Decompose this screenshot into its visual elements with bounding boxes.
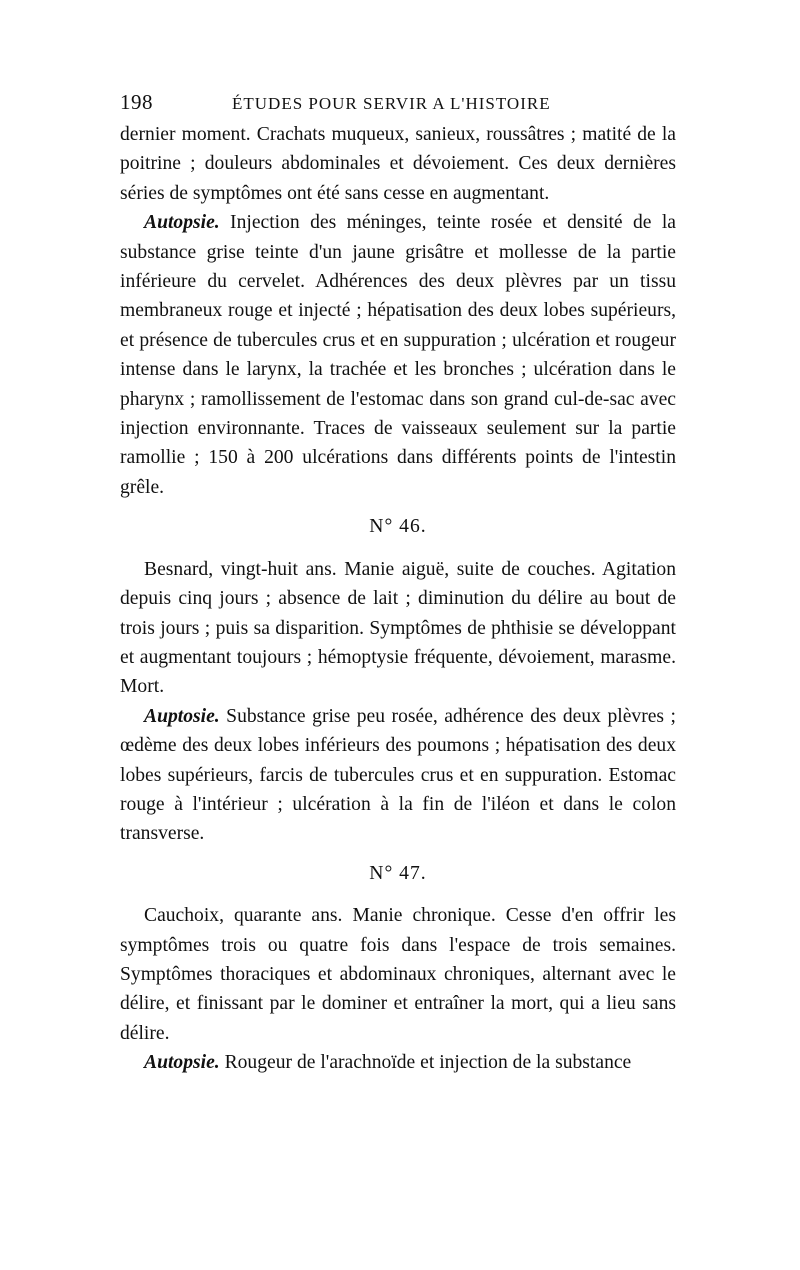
book-page (120, 90, 676, 1078)
autopsy-label: Autopsie. (144, 1052, 220, 1074)
autopsy-paragraph-46 (120, 702, 676, 849)
page-number: 198 (120, 90, 153, 114)
continuation-paragraph: dernier moment. Crachats muqueux, sanieux, roussâtres ; matité de la poitrine ; douleurs abdominales et dévoiement. Ces deux dernières séries de symptômes ont été sans cesse en augmentant. (120, 124, 676, 204)
autopsy-text: Substance grise peu rosée, adhérence des deux plèvres ; œdème des deux lobes inférieurs des poumons ; hépatisation des deux lobes supérieurs, farcis de tubercules crus et en suppuration. Estomac rouge à l'intérieur ; ulcération à la fin de l'iléon et dans le colon transverse. (120, 705, 676, 845)
autopsy-text: Injection des méninges, teinte rosée et densité de la substance grise teinte d'un jaune grisâtre et mollesse de la partie inférieure du cervelet. Adhérences des deux plèvres par un tissu membraneux rouge et injecté ; hépatisation des deux lobes supérieurs, et présence de tubercules crus et en suppuration ; ulcération et rougeur intense dans le larynx, la trachée et les bronches ; ulcération dans le pharynx ; ramollissement de l'estomac dans son grand cul-de-sac avec injection environnante. Traces de vaisseaux seulement sur la partie ramollie ; 150 à 200 ulcérations dans différents points de l'intestin grêle. (120, 212, 676, 498)
case-history-46: Besnard, vingt-huit ans. Manie aiguë, suite de couches. Agitation depuis cinq jours ; absence de lait ; diminution du délire au bout de trois jours ; puis sa disparition. Symptômes de phthisie se développant et augmentant toujours ; hémoptysie fréquente, dévoiement, marasme. Mort. (120, 558, 676, 698)
autopsy-text: Rougeur de l'arachnoïde et injection de la substance (219, 1052, 632, 1074)
autopsy-paragraph-47 (120, 1048, 676, 1077)
autopsy-label: Autopsie. (144, 212, 220, 234)
case-heading-47: N° 47. (369, 862, 427, 884)
running-title: ÉTUDES POUR SERVIR A L'HISTOIRE (232, 94, 551, 113)
autopsy-label: Auptosie. (144, 705, 220, 727)
case-history-47: Cauchoix, quarante ans. Manie chronique. Cesse d'en offrir les symptômes trois ou quatre fois dans l'espace de trois semaines. Symptômes thoraciques et abdominaux chroniques, alternant avec le délire, et finissant par le dominer et entraîner la mort, qui a lieu sans délire. (120, 905, 676, 1044)
case-heading-46: N° 46. (369, 516, 427, 538)
autopsy-paragraph-45 (120, 208, 676, 502)
running-head (120, 90, 676, 120)
